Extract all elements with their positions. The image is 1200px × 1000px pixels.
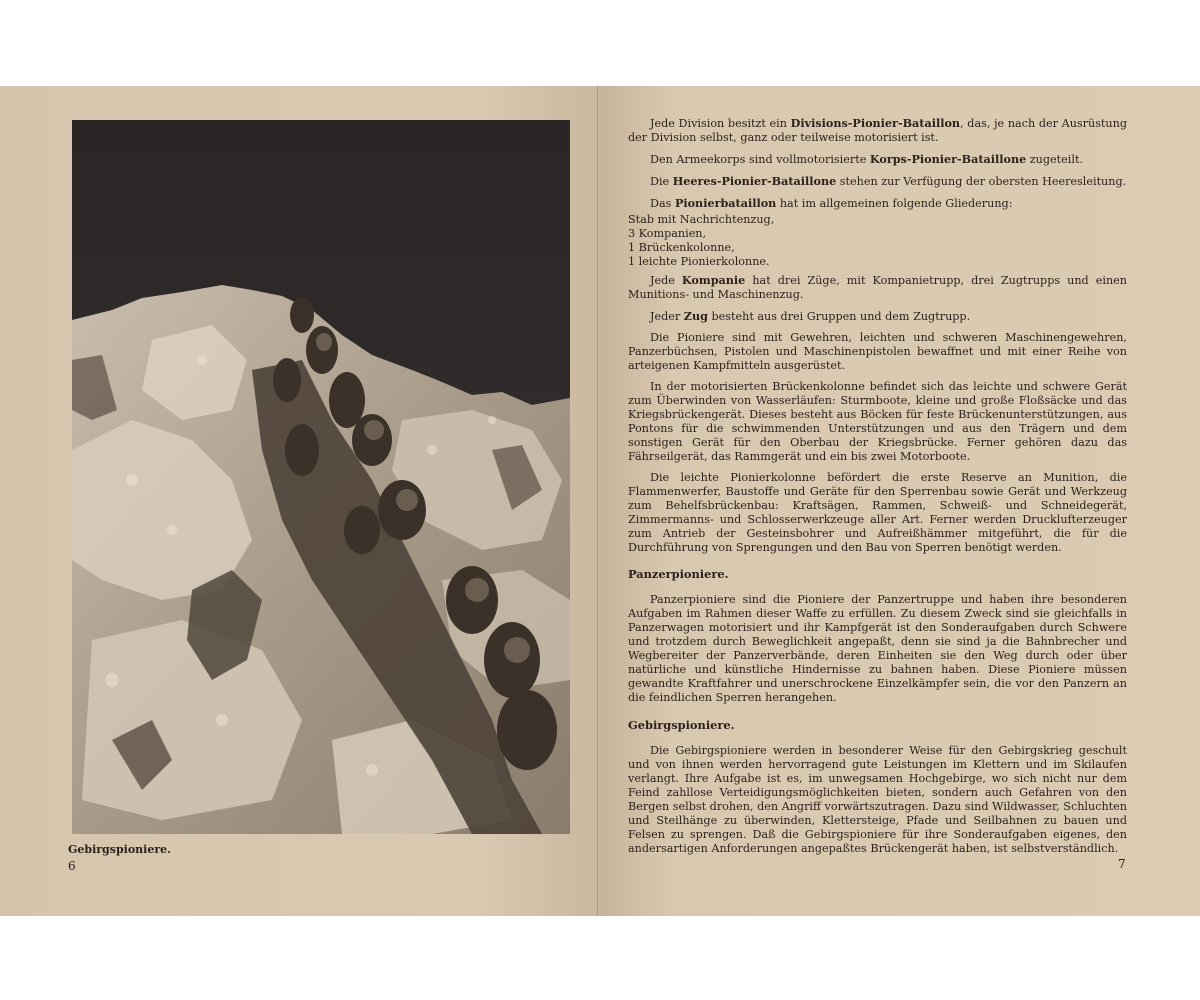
paragraph-kompanie: Jede Kompanie hat drei Züge, mit Kompanietrupp, drei Zugtrupps und einen Munitions- und Maschinenzug. <box>628 273 1127 301</box>
list-item: 1 leichte Pionierkolonne. <box>628 255 770 268</box>
paragraph-heeres: Die Heeres-Pionier-Bataillone stehen zur Verfügung der obersten Heeresleitung. <box>650 174 1127 188</box>
paragraph-armeekorps: Den Armeekorps sind vollmotorisierte Korps-Pionier-Bataillone zugeteilt. <box>650 152 1083 166</box>
paragraph-brueckenkolonne: In der motorisierten Brückenkolonne befindet sich das leichte und schwere Gerät zum Überwinden von Wasserläufen: Sturmboote, kleine und große Floßsäcke und das Kriegsbrückengerät. Dieses besteht aus Böcken für feste Brückenunterstützungen, aus Pontons für die schwimmenden Unterstützungen und aus den Trägern und dem sonstigen Gerät für den Oberbau der Kriegsbrücke. Ferner gehören dazu das Fährseilgerät, das Rammgerät und ein bis zwei Motorboote. <box>628 380 1127 463</box>
paragraph-panzerpioniere: Panzerpioniere sind die Pioniere der Panzertruppe und haben ihre besonderen Aufgaben im Rahmen dieser Waffe zu erfüllen. Zu diesem Zweck sind sie gleichfalls in Panzerwagen motorisiert und ihr Kampfgerät ist den Sonderaufgaben durch Schwere und trotzdem durch Beweglichkeit angepaßt, denn sie sind ja die Bahnbrecher und Wegbereiter der Panzerverbände, deren Einheiten sie den Weg durch oder über natürliche und künstliche Hindernisse zu bahnen haben. Diese Pioniere müssen gewandte Kraftfahrer und unerschrockene Einzelkämpfer sein, die vor den Panzern an die feindlichen Sperren herangehen. <box>628 593 1127 704</box>
heading-gebirgspioniere: Gebirgspioniere. <box>628 718 735 732</box>
right-page-text <box>628 116 1127 863</box>
list-item: 1 Brückenkolonne, <box>628 241 735 254</box>
organization-list <box>628 213 1127 269</box>
paragraph-pionierkolonne: Die leichte Pionierkolonne befördert die erste Reserve an Munition, die Flammenwerfer, Baustoffe und Geräte für den Sperrenbau sowie Gerät und Werkzeug zum Behelfsbrückenbau: Kraftsägen, Rammen, Schweiß- und Schneidegerät, Zimmermanns- und Schlosserwerkzeuge aller Art. Ferner werden Drucklufterzeuger zum Antrieb der Gesteinsbohrer und Aufreißhämmer mitgeführt, die für die Durchführung von Sprengungen und den Bau von Sperren benötigt werden. <box>628 471 1127 554</box>
open-booklet <box>0 86 1200 916</box>
photo-caption: Gebirgspioniere. <box>68 843 171 856</box>
paragraph-zug: Jeder Zug besteht aus drei Gruppen und dem Zugtrupp. <box>650 309 971 323</box>
paragraph-division: Jede Division besitzt ein Divisions-Pionier-Bataillon, das, je nach der Ausrüstung der Division selbst, ganz oder teilweise motorisiert ist. <box>628 116 1128 144</box>
paragraph-bewaffnung: Die Pioniere sind mit Gewehren, leichten und schweren Maschinengewehren, Panzerbüchsen, Pistolen und Maschinenpistolen bewaffnet und mit einer Reihe von arteigenen Kampfmitteln ausgerüstet. <box>628 331 1127 372</box>
left-page <box>0 86 598 916</box>
paragraph-gliederung: Das Pionierbataillon hat im allgemeinen folgende Gliederung: <box>650 196 1013 210</box>
list-item: Stab mit Nachrichtenzug, <box>628 213 775 226</box>
heading-panzerpioniere: Panzerpioniere. <box>628 567 729 581</box>
mountain-pioneers-photo <box>72 120 570 834</box>
paragraph-gebirgspioniere: Die Gebirgspioniere werden in besonderer Weise für den Gebirgskrieg geschult und von ihnen werden hervorragend gute Leistungen im Klettern und im Skilaufen verlangt. Ihre Aufgabe ist es, im unwegsamen Hochgebirge, wo sich nicht nur dem Feind zahllose Verteidigungsmöglichkeiten bieten, sondern auch Gefahren von den Bergen selbst drohen, den Angriff vorwärtszutragen. Dazu sind Wildwasser, Schluchten und Steilhänge zu überwinden, Klettersteige, Pfade und Seilbahnen zu bauen und Felsen zu sprengen. Daß die Gebirgspioniere für ihre Sonderaufgaben eigenes, den andersartigen Anforderungen angepaßtes Brückengerät haben, ist selbstverständlich. <box>628 744 1127 855</box>
page-number-left: 6 <box>68 859 76 873</box>
list-item: 3 Kompanien, <box>628 227 707 240</box>
page-number-right: 7 <box>1118 857 1126 871</box>
